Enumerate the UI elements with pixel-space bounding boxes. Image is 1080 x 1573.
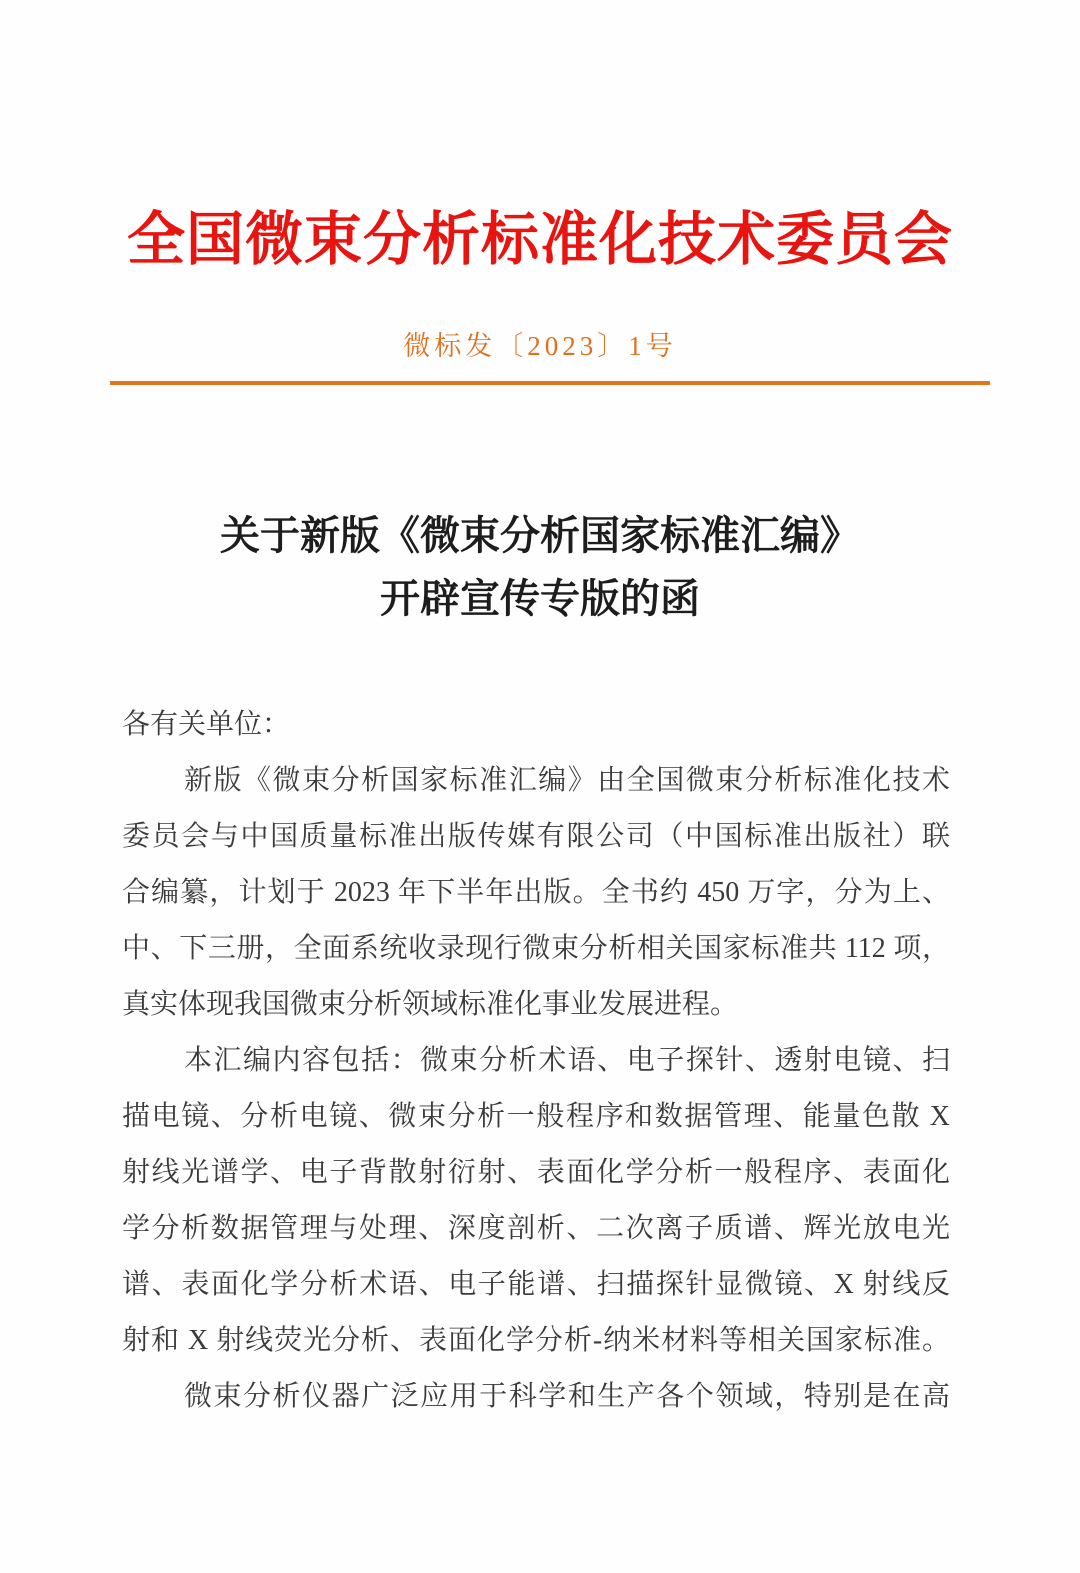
letter-title-line-2: 开辟宣传专版的函 xyxy=(380,576,700,621)
letter-title xyxy=(0,504,1080,630)
body-line: 合编纂，计划于 2023 年下半年出版。全书约 450 万字，分为上、 xyxy=(122,877,950,908)
body-line: 射和 X 射线荧光分析、表面化学分析-纳米材料等相关国家标准。 xyxy=(122,1325,950,1356)
body-line: 射线光谱学、电子背散射衍射、表面化学分析一般程序、表面化 xyxy=(122,1157,950,1188)
doc-number: 微标发〔2023〕1号 xyxy=(403,331,677,361)
body-line: 学分析数据管理与处理、深度剖析、二次离子质谱、辉光放电光 xyxy=(122,1213,950,1244)
body-line: 各有关单位： xyxy=(122,709,291,740)
body-line: 本汇编内容包括：微束分析术语、电子探针、透射电镜、扫 xyxy=(184,1045,950,1076)
body-line: 新版《微束分析国家标准汇编》由全国微束分析标准化技术 xyxy=(184,765,950,796)
body-line: 描电镜、分析电镜、微束分析一般程序和数据管理、能量色散 X xyxy=(122,1101,950,1132)
header-divider-line xyxy=(110,381,990,385)
body-line: 中、下三册，全面系统收录现行微束分析相关国家标准共 112 项， xyxy=(122,933,950,964)
body-line: 委员会与中国质量标准出版传媒有限公司（中国标准出版社）联 xyxy=(122,821,950,852)
letter-title-line-1: 关于新版《微束分析国家标准汇编》 xyxy=(220,513,860,558)
body-lines xyxy=(122,697,950,1425)
body-line: 真实体现我国微束分析领域标准化事业发展进程。 xyxy=(122,989,739,1020)
org-title: 全国微束分析标准化技术委员会 xyxy=(126,207,953,272)
body-line: 微束分析仪器广泛应用于科学和生产各个领域，特别是在高 xyxy=(184,1381,950,1412)
body-line: 谱、表面化学分析术语、电子能谱、扫描探针显微镜、X 射线反 xyxy=(122,1269,950,1300)
